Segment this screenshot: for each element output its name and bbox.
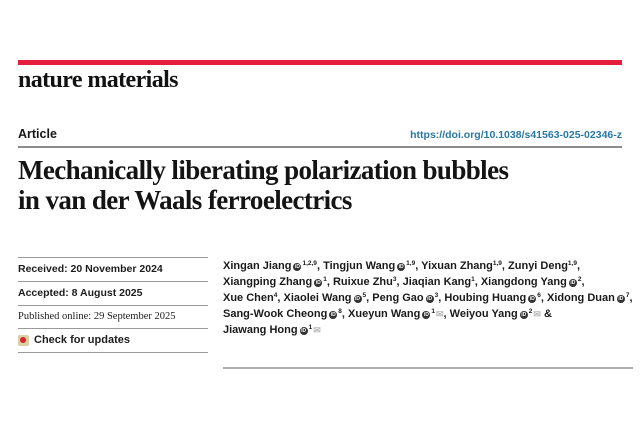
author-line: Xingan Jiang iD $^{1,2,9}$, Tingjun Wang iD $^{1,9}$, Yixuan Zhang$^{1,9}$, Zunyi Deng$^{1,9}$, (223, 260, 581, 272)
affiliation-superscript: 5 (362, 292, 367, 299)
orcid-icon[interactable]: iD (570, 280, 576, 286)
affiliation-superscript: 1,9 (492, 260, 502, 267)
accepted-date-row (18, 281, 208, 305)
affiliation-superscript: 2 (577, 276, 582, 283)
orcid-icon[interactable]: iD (398, 264, 404, 270)
affiliation-superscript: 3 (434, 292, 439, 299)
doi-link[interactable]: https://doi.org/10.1038/s41563-025-02346-z (410, 129, 622, 141)
email-icon[interactable]: ✉ (533, 309, 541, 319)
authors-column (223, 257, 633, 369)
affiliation-superscript: 1,9 (567, 260, 577, 267)
check-for-updates-label: Check for updates (34, 334, 130, 346)
author-name: Peng Gao (372, 292, 424, 304)
author-name: Jiaqian Kang (402, 276, 472, 288)
author-name: Xueyun Wang (348, 308, 421, 320)
orcid-icon[interactable]: iD (315, 280, 321, 286)
author-name: Yixuan Zhang (421, 260, 493, 272)
author-line: Xue Chen$^4$, Xiaolei Wang iD $^5$, Peng Gao iD $^3$, Houbing Huang iD $^6$, Xidong Duan iD $^7$, (223, 292, 633, 304)
authors-block (223, 257, 633, 337)
author-line: Xiangping Zhang iD $^1$, Ruixue Zhu$^3$, Jiaqian Kang$^1$, Xiangdong Yang iD $^2$, (223, 276, 585, 288)
affiliation-superscript: 7 (625, 292, 630, 299)
affiliation-superscript: 8 (338, 308, 342, 315)
title-line-1: Mechanically liberating polarization bubbles (18, 155, 509, 185)
crossmark-icon (18, 335, 29, 346)
journal-logo: nature materials (18, 67, 178, 93)
author-name: Xiangping Zhang (223, 276, 313, 288)
published-date-label: Published online: 29 September 2025 (18, 311, 176, 322)
affiliation-superscript: 1 (308, 324, 313, 331)
affiliation-superscript: 3 (392, 276, 397, 283)
received-date-row (18, 257, 208, 281)
affiliation-superscript: 4 (273, 292, 278, 299)
author-name: Xiaolei Wang (283, 292, 352, 304)
author-name: Weiyou Yang (449, 308, 518, 320)
author-line: Sang-Wook Cheong iD $^8$, Xueyun Wang iD $^1$✉, Weiyou Yang iD $^2$✉ & (223, 308, 552, 320)
authors-divider (223, 367, 633, 369)
author-name: Jiawang Hong (223, 324, 298, 336)
article-page (0, 60, 640, 426)
orcid-icon[interactable]: iD (618, 296, 624, 302)
accepted-date-label: Accepted: 8 August 2025 (18, 287, 143, 299)
page-title (18, 155, 622, 215)
email-icon[interactable]: ✉ (313, 325, 321, 335)
title-line-2: in van der Waals ferroelectrics (18, 185, 352, 215)
orcid-icon[interactable]: iD (301, 328, 307, 334)
header-divider (18, 146, 622, 148)
author-name: Sang-Wook Cheong (223, 308, 328, 320)
affiliation-superscript: 1,9 (406, 260, 416, 267)
article-header-row (18, 127, 622, 141)
affiliation-superscript: 6 (537, 292, 541, 299)
author-name: Xingan Jiang (223, 260, 292, 272)
author-name: Ruixue Zhu (332, 276, 393, 288)
author-name: Houbing Huang (444, 292, 527, 304)
metadata-panel (18, 257, 208, 369)
orcid-icon[interactable]: iD (423, 312, 429, 318)
author-line (223, 321, 633, 337)
author-name: Xidong Duan (547, 292, 615, 304)
received-date-label: Received: 20 November 2024 (18, 263, 163, 275)
orcid-icon[interactable]: iD (355, 296, 361, 302)
affiliation-superscript: 2 (528, 308, 533, 315)
orcid-icon[interactable]: iD (529, 296, 535, 302)
author-name: Xiangdong Yang (480, 276, 567, 288)
masthead-accent-bar (18, 60, 622, 65)
affiliation-superscript: 1,2,9 (302, 260, 317, 267)
main-section (18, 257, 633, 369)
author-name: Zunyi Deng (508, 260, 568, 272)
check-for-updates-button[interactable] (18, 328, 208, 353)
orcid-icon[interactable]: iD (427, 296, 433, 302)
orcid-icon[interactable]: iD (521, 312, 527, 318)
email-icon[interactable]: ✉ (436, 309, 444, 319)
published-date-row (18, 305, 208, 328)
article-type-label: Article (18, 127, 57, 141)
orcid-icon[interactable]: iD (330, 312, 336, 318)
affiliation-superscript: 1 (323, 276, 327, 283)
affiliation-superscript: 1 (471, 276, 475, 283)
affiliation-superscript: 1 (431, 308, 435, 315)
author-name: Xue Chen (223, 292, 274, 304)
author-name: Tingjun Wang (323, 260, 396, 272)
orcid-icon[interactable]: iD (294, 264, 300, 270)
